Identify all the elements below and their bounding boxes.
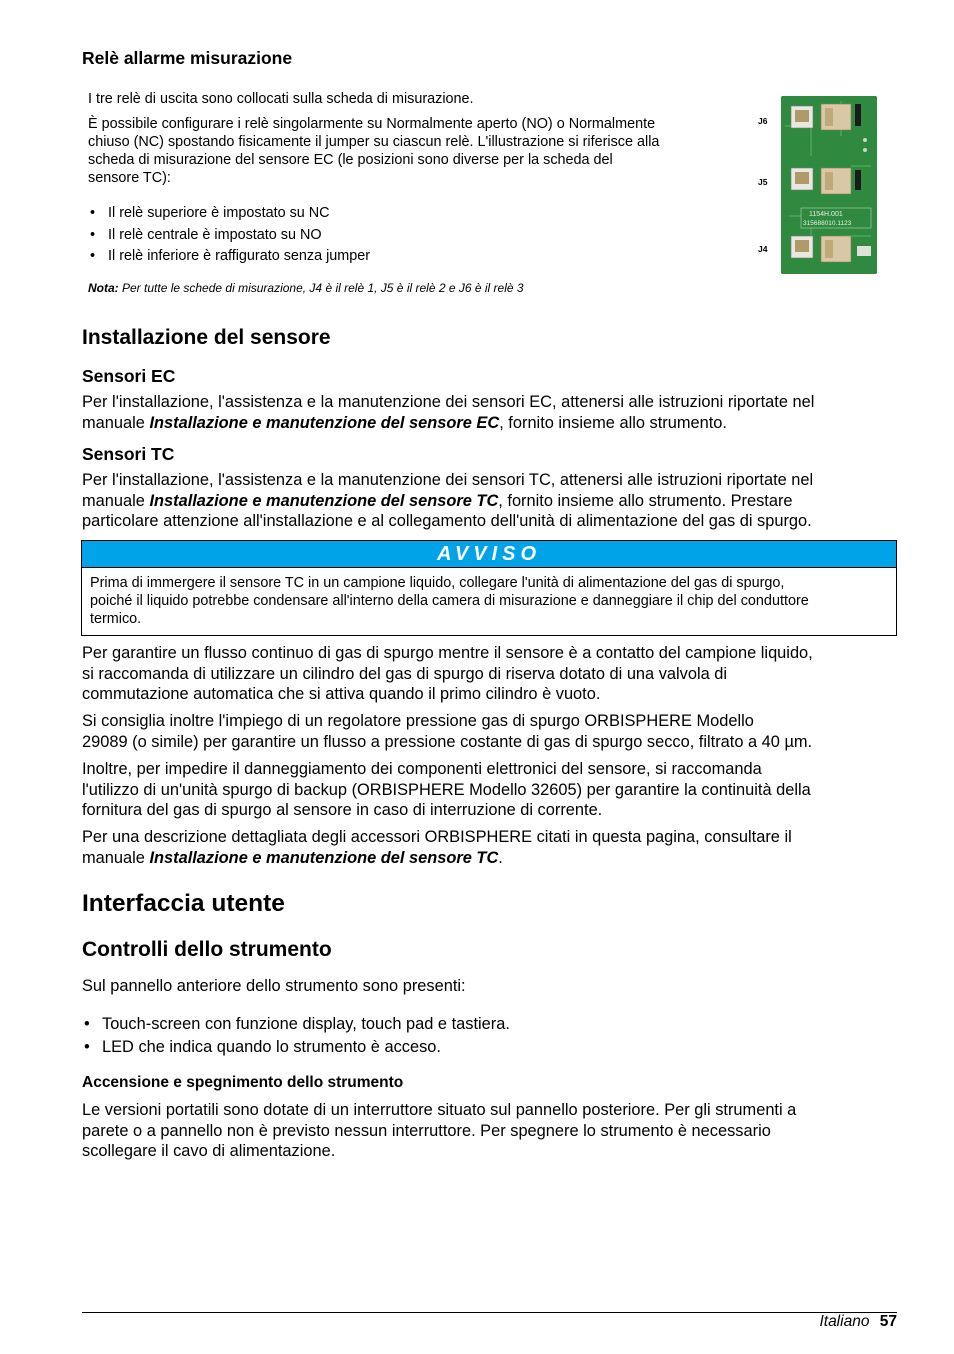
tc-paragraph <box>82 470 912 532</box>
tc-manual-title: Installazione e manutenzione del sensore TC <box>149 848 499 867</box>
ec-line-prefix: manuale <box>82 413 150 432</box>
page-number: 57 <box>879 1313 897 1330</box>
paragraph-line: 29089 (o simile) per garantire un flusso a pressione costante di gas di spurgo secco, filtrato a 40 µm. <box>82 732 813 751</box>
tc-line: particolare attenzione all'installazione e al collegamento dell'unità di alimentazione del gas di spurgo. <box>82 512 812 530</box>
relay-board-figure <box>755 96 879 274</box>
tc-line <box>82 491 912 512</box>
ec-title: Sensori EC <box>82 366 176 386</box>
paragraph-line: Per garantire un flusso continuo di gas di spurgo mentre il sensore è a contatto del campione liquido, <box>82 644 813 662</box>
paragraph-line: Le versioni portatili sono dotate di un interruttore situato sul pannello posteriore. Per gli strumenti a <box>82 1101 797 1119</box>
list-item: • Il relè centrale è impostato su NO <box>88 225 370 247</box>
relay-paragraph-line: chiuso (NC) spostando fisicamente il jumper su ciascun relè. L'illustrazione si riferisce alla <box>88 134 660 150</box>
relay-label-j4: J4 <box>758 244 768 254</box>
paragraph-line: commutazione automatica che si attiva quando il primo cilindro è vuoto. <box>82 685 601 703</box>
paragraph-line: Per una descrizione dettagliata degli accessori ORBISPHERE citati in questa pagina, consultare il <box>82 828 792 846</box>
tc-line-prefix: manuale <box>82 491 150 510</box>
list-item: • Touch-screen con funzione display, touch pad e tastiera. <box>82 1013 510 1036</box>
relay-intro: I tre relè di uscita sono collocati sulla scheda di misurazione. <box>88 91 474 107</box>
pcb-image <box>781 96 877 274</box>
note-label: Nota: <box>88 281 119 295</box>
avviso-box <box>81 540 897 636</box>
footer-language: Italiano <box>819 1313 870 1330</box>
purge-paragraph-2 <box>82 711 912 752</box>
avviso-line: Prima di immergere il sensore TC in un campione liquido, collegare l'unità di alimentazione del gas di spurgo, <box>90 575 785 591</box>
relay-label-j6: J6 <box>758 116 768 126</box>
install-title: Installazione del sensore <box>82 326 331 349</box>
relay-label-j5: J5 <box>758 177 768 187</box>
relay-section-title: Relè allarme misurazione <box>82 48 293 68</box>
note-text: Per tutte le schede di misurazione, J4 è il relè 1, J5 è il relè 2 e J6 è il relè 3 <box>118 281 524 295</box>
para4-prefix: manuale <box>82 848 150 867</box>
ui-title: Interfaccia utente <box>82 890 285 917</box>
chip-text-line1: 1154H.001 <box>809 211 843 218</box>
paragraph-line: parete o a pannello non è previsto nessun interruttore. Per spegnere lo strumento è necessario <box>82 1121 771 1140</box>
avviso-line: termico. <box>90 611 142 627</box>
paragraph-line <box>82 848 912 869</box>
relay-paragraph-line: sensore TC): <box>88 170 171 186</box>
relay-bullet-list <box>88 203 370 268</box>
power-paragraph <box>82 1100 912 1162</box>
ec-line: Per l'installazione, l'assistenza e la manutenzione dei sensori EC, attenersi alle istruzioni riportate nel <box>82 393 815 411</box>
tc-line-suffix: , fornito insieme allo strumento. Prestare <box>498 491 793 510</box>
paragraph-line: Inoltre, per impedire il danneggiamento dei componenti elettronici del sensore, si raccomanda <box>82 760 762 778</box>
relay-paragraph-line: È possibile configurare i relè singolarmente su Normalmente aperto (NO) o Normalmente <box>88 116 656 132</box>
avviso-line: poiché il liquido potrebbe condensare all'interno della camera di misurazione e danneggiare il chip del conduttore <box>90 593 809 609</box>
purge-paragraph-3 <box>82 759 912 821</box>
relay-paragraph-line: scheda di misurazione del sensore EC (le posizioni sono diverse per la scheda del <box>88 152 613 168</box>
controls-bullet-list <box>82 1013 510 1059</box>
list-item: • LED che indica quando lo strumento è acceso. <box>82 1036 510 1059</box>
chip-text-line2: 315688010.1123 <box>803 220 852 227</box>
ec-paragraph <box>82 392 912 433</box>
purge-paragraph-1 <box>82 643 912 705</box>
purge-paragraph-4 <box>82 827 912 868</box>
avviso-text <box>82 568 896 628</box>
paragraph-line: si raccomanda di utilizzare un cilindro del gas di spurgo di riserva dotato di una valvola di <box>82 664 728 683</box>
pcb-drawing <box>781 96 877 274</box>
list-item: • Il relè inferiore è raffigurato senza jumper <box>88 246 370 268</box>
tc-line: Per l'installazione, l'assistenza e la manutenzione dei sensori TC, attenersi alle istruzioni riportate nel <box>82 471 814 489</box>
avviso-header: AVVISO <box>82 541 896 568</box>
ec-line <box>82 413 912 434</box>
footer-rule <box>82 1312 897 1313</box>
footer <box>819 1313 897 1331</box>
para4-suffix: . <box>498 848 503 867</box>
paragraph-line: l'utilizzo di un'unità spurgo di backup (ORBISPHERE Modello 32605) per garantire la continuità della <box>82 780 811 799</box>
paragraph-line: fornitura del gas di spurgo al sensore in caso di interruzione di corrente. <box>82 801 603 819</box>
controls-intro: Sul pannello anteriore dello strumento sono presenti: <box>82 977 466 995</box>
tc-manual-title: Installazione e manutenzione del sensore TC <box>149 491 499 510</box>
paragraph-line: Si consiglia inoltre l'impiego di un regolatore pressione gas di spurgo ORBISPHERE Modello <box>82 712 754 730</box>
paragraph-line: scollegare il cavo di alimentazione. <box>82 1142 336 1160</box>
ec-line-suffix: , fornito insieme allo strumento. <box>499 413 727 432</box>
power-title: Accensione e spegnimento dello strumento <box>82 1074 404 1091</box>
relay-paragraph <box>88 115 738 187</box>
relay-note <box>88 281 524 296</box>
controls-title: Controlli dello strumento <box>82 938 332 961</box>
list-item: • Il relè superiore è impostato su NC <box>88 203 370 225</box>
ec-manual-title: Installazione e manutenzione del sensore EC <box>149 413 500 432</box>
tc-title: Sensori TC <box>82 444 175 464</box>
